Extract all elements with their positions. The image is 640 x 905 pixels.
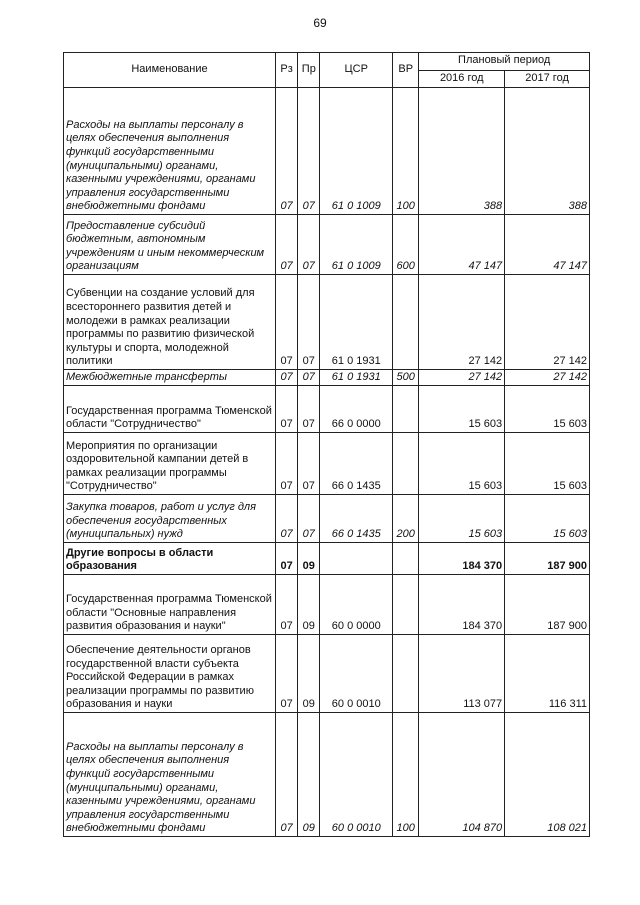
- row-csr: [320, 543, 393, 575]
- page-number: 69: [313, 16, 327, 30]
- row-2016: 184 370: [419, 543, 505, 575]
- row-name: Расходы на выплаты персоналу в целях обеспечения выполнения функций государственными (муниципальными) органами, казенными учреждениями, органами управления государственными внебюджетными фондами: [64, 713, 276, 837]
- row-vr: 100: [393, 88, 419, 215]
- row-csr: 60 0 0010: [320, 635, 393, 713]
- row-csr: 61 0 1931: [320, 275, 393, 370]
- row-csr: 61 0 1009: [320, 215, 393, 275]
- row-csr: 61 0 1931: [320, 370, 393, 386]
- table-row: [64, 88, 590, 215]
- table-row: [64, 543, 590, 575]
- row-vr: 600: [393, 215, 419, 275]
- row-2017: 388: [505, 88, 590, 215]
- row-2017: 187 900: [505, 575, 590, 635]
- table-row: [64, 713, 590, 837]
- row-rz: 07: [276, 575, 298, 635]
- row-csr: 66 0 1435: [320, 495, 393, 543]
- header-rz: Рз: [276, 53, 298, 88]
- header-pr: Пр: [298, 53, 320, 88]
- table-row: [64, 433, 590, 495]
- row-2016: 15 603: [419, 386, 505, 433]
- row-vr: [393, 386, 419, 433]
- row-rz: 07: [276, 215, 298, 275]
- row-2016: 15 603: [419, 433, 505, 495]
- row-pr: 07: [298, 386, 320, 433]
- row-name: Государственная программа Тюменской области "Основные направления развития образования и науки": [64, 575, 276, 635]
- table-row: [64, 386, 590, 433]
- row-pr: 07: [298, 88, 320, 215]
- row-pr: 09: [298, 635, 320, 713]
- row-csr: 60 0 0000: [320, 575, 393, 635]
- table-row: [64, 575, 590, 635]
- row-2016: 15 603: [419, 495, 505, 543]
- table-row: [64, 215, 590, 275]
- row-vr: [393, 575, 419, 635]
- row-2017: 27 142: [505, 370, 590, 386]
- row-2017: 15 603: [505, 433, 590, 495]
- row-pr: 07: [298, 215, 320, 275]
- row-2017: 27 142: [505, 275, 590, 370]
- row-rz: 07: [276, 370, 298, 386]
- row-vr: 100: [393, 713, 419, 837]
- row-2016: 27 142: [419, 370, 505, 386]
- table-row: [64, 495, 590, 543]
- row-rz: 07: [276, 275, 298, 370]
- row-2016: 113 077: [419, 635, 505, 713]
- row-rz: 07: [276, 543, 298, 575]
- row-vr: [393, 275, 419, 370]
- row-csr: 61 0 1009: [320, 88, 393, 215]
- row-vr: [393, 635, 419, 713]
- header-csr: ЦСР: [320, 53, 393, 88]
- header-planned-period: Плановый период: [419, 53, 590, 71]
- row-2016: 184 370: [419, 575, 505, 635]
- row-rz: 07: [276, 433, 298, 495]
- row-2017: 108 021: [505, 713, 590, 837]
- row-2017: 116 311: [505, 635, 590, 713]
- row-pr: 07: [298, 495, 320, 543]
- row-vr: 500: [393, 370, 419, 386]
- row-pr: 09: [298, 543, 320, 575]
- row-rz: 07: [276, 386, 298, 433]
- row-name: Государственная программа Тюменской области "Сотрудничество": [64, 386, 276, 433]
- row-2017: 15 603: [505, 495, 590, 543]
- row-vr: [393, 433, 419, 495]
- row-2017: 187 900: [505, 543, 590, 575]
- row-pr: 07: [298, 275, 320, 370]
- table-header-row: [64, 53, 590, 71]
- row-pr: 07: [298, 433, 320, 495]
- row-pr: 09: [298, 713, 320, 837]
- row-csr: 66 0 0000: [320, 386, 393, 433]
- header-year-2017: 2017 год: [505, 70, 590, 88]
- table-row: [64, 370, 590, 386]
- row-2017: 47 147: [505, 215, 590, 275]
- row-name: Обеспечение деятельности органов государственной власти субъекта Российской Федерации в рамках реализации программы по развитию образования и науки: [64, 635, 276, 713]
- row-2016: 104 870: [419, 713, 505, 837]
- table-row: [64, 275, 590, 370]
- row-name: Межбюджетные трансферты: [64, 370, 276, 386]
- table-row: [64, 635, 590, 713]
- row-name: Субвенции на создание условий для всестороннего развития детей и молодежи в рамках реализации программы по развитию физической культуры и спорта, молодежной политики: [64, 275, 276, 370]
- row-2016: 388: [419, 88, 505, 215]
- row-vr: 200: [393, 495, 419, 543]
- row-name: Предоставление субсидий бюджетным, автономным учреждениям и иным некоммерческим организациям: [64, 215, 276, 275]
- row-csr: 60 0 0010: [320, 713, 393, 837]
- row-2016: 27 142: [419, 275, 505, 370]
- row-rz: 07: [276, 495, 298, 543]
- header-vr: ВР: [393, 53, 419, 88]
- row-name: Закупка товаров, работ и услуг для обеспечения государственных (муниципальных) нужд: [64, 495, 276, 543]
- row-2016: 47 147: [419, 215, 505, 275]
- row-name: Другие вопросы в области образования: [64, 543, 276, 575]
- row-pr: 07: [298, 370, 320, 386]
- row-name: Расходы на выплаты персоналу в целях обеспечения выполнения функций государственными (муниципальными) органами, казенными учреждениями, органами управления государственными внебюджетными фондами: [64, 88, 276, 215]
- row-rz: 07: [276, 713, 298, 837]
- row-vr: [393, 543, 419, 575]
- row-name: Мероприятия по организации оздоровительной кампании детей в рамках реализации программы "Сотрудничество": [64, 433, 276, 495]
- header-year-2016: 2016 год: [419, 70, 505, 88]
- header-name: Наименование: [64, 53, 276, 88]
- row-rz: 07: [276, 635, 298, 713]
- row-2017: 15 603: [505, 386, 590, 433]
- row-csr: 66 0 1435: [320, 433, 393, 495]
- budget-table: [63, 52, 590, 837]
- row-pr: 09: [298, 575, 320, 635]
- row-rz: 07: [276, 88, 298, 215]
